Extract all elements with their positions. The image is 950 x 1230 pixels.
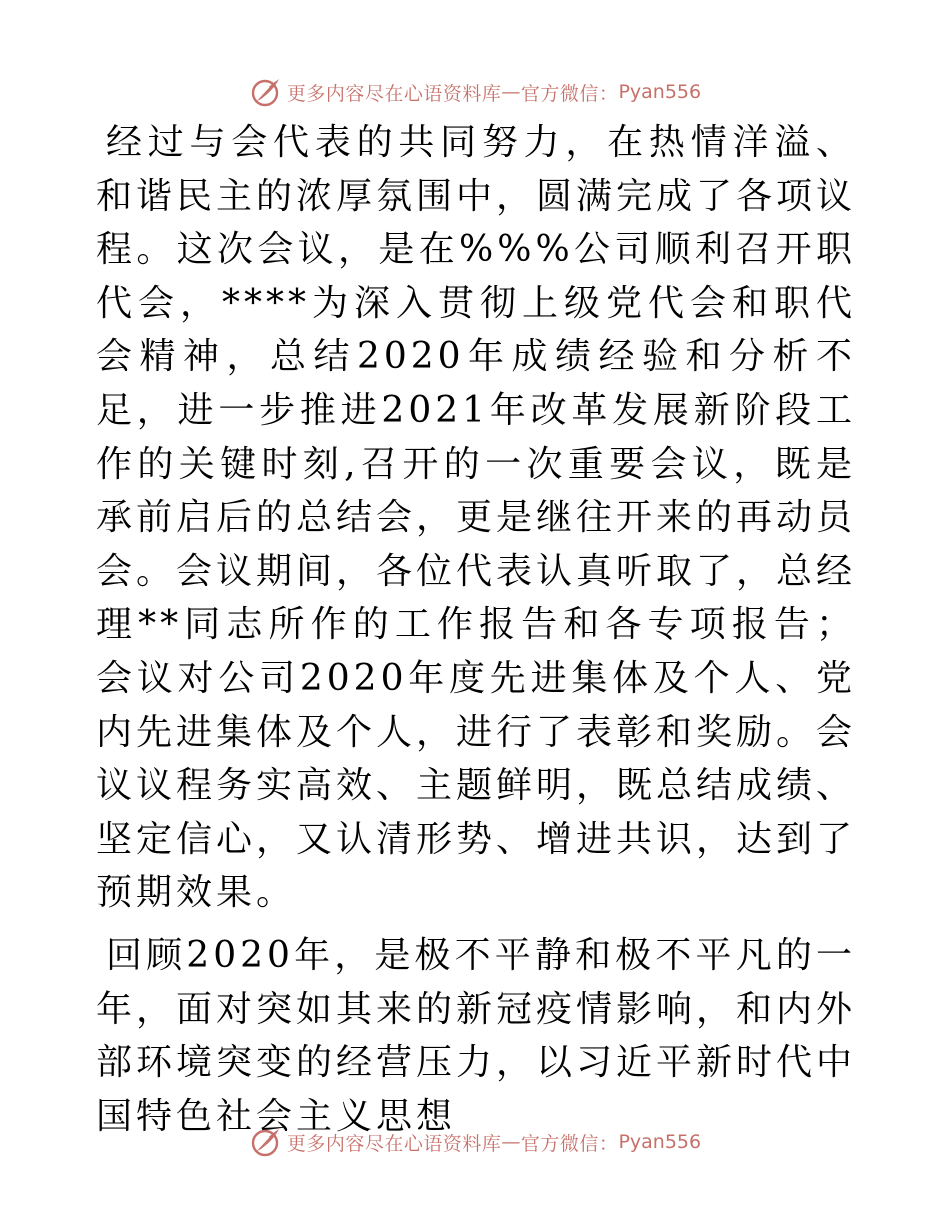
quill-logo-icon: [249, 75, 283, 109]
paragraph: 经过与会代表的共同努力，在热情洋溢、和谐民主的浓厚氛围中，圆满完成了各项议程。这次会议，是在%%%公司顺利召开职代会，****为深入贯彻上级党代会和职代会精神，总结2020年成绩经验和分析不足，进一步推进2021年改革发展新阶段工作的关键时刻,召开的一次重要会议，既是承前启后的总结会，更是继往开来的再动员会。会议期间，各位代表认真听取了，总经理**同志所作的工作报告和各专项报告；会议对公司2020年度先进集体及个人、党内先进集体及个人，进行了表彰和奖励。会议议程务实高效、主题鲜明，既总结成绩、坚定信心，又认清形势、增进共识，达到了预期效果。: [96, 122, 857, 914]
quill-logo-icon: [249, 1125, 283, 1159]
header-banner: [0, 72, 950, 112]
header-banner-text: 更多内容尽在心语资料库: [286, 82, 502, 105]
header-wechat-label: 官方微信：: [520, 82, 619, 105]
paragraph: 回顾2020年，是极不平静和极不平凡的一年，面对突如其来的新冠疫情影响，和内外部环境突变的经营压力，以习近平新时代中国特色社会主义思想: [96, 934, 857, 1137]
header-separator: —: [501, 81, 521, 103]
footer-banner-text: 更多内容尽在心语资料库: [286, 1132, 502, 1155]
document-body: [96, 116, 856, 1152]
footer-wechat-label: 官方微信：: [520, 1132, 619, 1155]
footer-separator: —: [501, 1131, 521, 1153]
footer-banner: [0, 1122, 950, 1162]
footer-wechat-account: Pyan556: [618, 1131, 702, 1153]
header-wechat-account: Pyan556: [618, 81, 702, 103]
